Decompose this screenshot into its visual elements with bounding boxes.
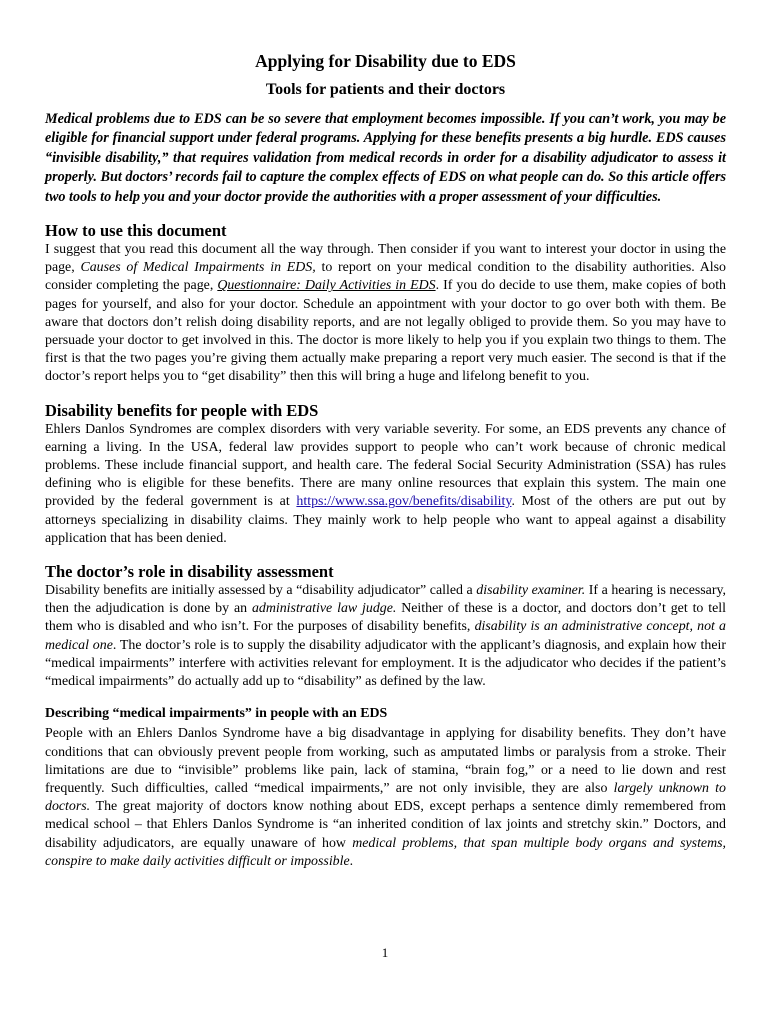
text-run: .: [349, 853, 354, 869]
section-doctors-role-paragraph: [45, 582, 726, 691]
text-run: Neither of these is a doctor, and doctors don’t get to tell them who is disabled and who isn’t. For the purposes of disability benefits,: [45, 601, 726, 635]
text-run: If a hearing is necessary, then the adjudication is done by an: [45, 583, 726, 617]
italic-text: medical problems, that span multiple body organs and systems, conspire to make daily activities difficult or impossible: [45, 835, 727, 869]
subsection-heading-impairments: Describing “medical impairments” in people with an EDS: [45, 706, 388, 722]
text-run: I suggest that you read this document all the way through. Then consider if you want to interest your doctor in using the page,: [45, 242, 726, 276]
document-subtitle: Tools for patients and their doctors: [265, 81, 506, 98]
document-title: Applying for Disability due to EDS: [255, 51, 516, 71]
text-run: The great majority of doctors know nothing about EDS, except perhaps a sentence dimly remembered from medical school – that Ehlers Danlos Syndrome is “an inherited condition of lax joints and stretchy skin.” Doctors, and disability adjudicators, are equally unaware of how: [45, 799, 726, 851]
italic-text: administrative law judge.: [251, 601, 397, 617]
section-heading-doctors-role: The doctor’s role in disability assessment: [45, 562, 334, 582]
subsection-impairments-paragraph: [45, 725, 726, 871]
intro-paragraph: Medical problems due to EDS can be so severe that employment becomes impossible. If you can’t work, you may be eligible for financial support under federal programs. Applying for these benefits presents a big hurdle. EDS causes “invisible disability,” that requires validation from medical records in order for a disability adjudicator to assess it properly. But doctors’ records fail to capture the complex effects of EDS on what people can do. So this article offers two tools to help you and your doctor provide the authorities with a proper assessment of your difficulties.: [45, 111, 726, 205]
italic-text: disability is an administrative concept, not a medical one: [45, 619, 726, 653]
section-benefits-paragraph: [45, 421, 726, 548]
ssa-disability-link[interactable]: https://www.ssa.gov/benefits/disability: [296, 494, 512, 510]
section-heading-how-to-use: How to use this document: [45, 221, 227, 241]
italic-text: Causes of Medical Impairments in EDS,: [80, 260, 316, 276]
text-run: to report on your medical condition to the disability authorities. Also consider completing the page,: [45, 260, 726, 294]
text-run: . Most of the others are put out by attorneys specializing in disability claims. They mainly work to help people who want to appeal against a disability application that has been denied.: [45, 494, 727, 546]
section-how-to-use-paragraph: [45, 241, 726, 387]
section-heading-benefits: Disability benefits for people with EDS: [45, 400, 319, 420]
text-run: . The doctor’s role is to supply the disability adjudicator with the applicant’s diagnosis, and explain how their “medical impairments” interfere with activities relevant for employment. It is the adjudicator who decides if the patient’s “medical impairments” do actually add up to “disability” as defined by the law.: [45, 637, 727, 690]
italic-text: largely unknown to doctors.: [45, 780, 726, 815]
text-run: Ehlers Danlos Syndromes are complex disorders with very variable severity. For some, an EDS prevents any chance of earning a living. In the USA, federal law provides support to people who can’t work because of chronic medical problems. These include financial support, and health care. The federal Social Security Administration (SSA) has rules defining who is eligible for these benefits. There are many online resources that explain this system. The main one provided by the federal government is at: [45, 421, 726, 510]
italic-underlined-text: Questionnaire: Daily Activities in EDS: [217, 278, 436, 294]
text-run: Disability benefits are initially assessed by a “disability adjudicator” called a: [45, 583, 477, 599]
italic-text: disability examiner.: [476, 583, 586, 599]
page-number: 1: [381, 945, 389, 960]
text-run: People with an Ehlers Danlos Syndrome have a big disadvantage in applying for disability benefits. They don’t have conditions that can obviously prevent people from working, such as amputated limbs or paralysis from a stroke. Their limitations are due to “invisible” problems like pain, lack of stamina, “brain fog,” or a need to lie down and rest frequently. Such difficulties, called “medical impairments,” are not only invisible, they are also: [45, 726, 726, 796]
text-run: . If you do decide to use them, make copies of both pages for yourself, and also for your doctor. Schedule an appointment with your doctor to go over both with them. Be aware that doctors don’t relish doing disability reports, and are not legally obliged to provide them. So you may have to persuade your doctor to get involved in this. The doctor is more likely to help you if you explain two things to them. The first is that the two pages you’re giving them actually make preparing a report very much easier. The second is that if the doctor’s report helps you to “get disability” then this will bring a huge and lifelong benefit to you.: [45, 278, 726, 385]
